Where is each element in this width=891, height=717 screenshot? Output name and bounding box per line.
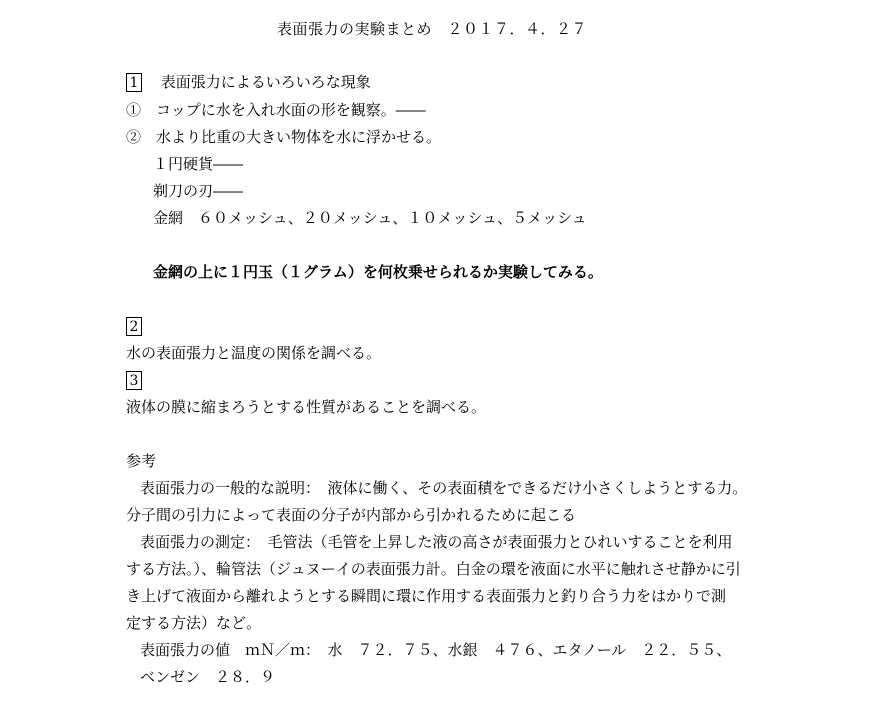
reference-line-5: き上げて液面から離れようとする瞬間に環に作用する表面張力と釣り合う力をはかりで測 (126, 587, 727, 605)
reference-heading: 参考 (126, 452, 157, 470)
section-1-heading-row (126, 72, 371, 92)
reference-line-6: 定する方法）など。 (126, 614, 262, 632)
reference-line-4: する方法。）、輪管法（ジュヌーイの表面張力計。白金の環を液面に水平に触れさせ静かに引 (126, 560, 741, 578)
reference-line-2: 分子間の引力によって表面の分子が内部から引かれるために起こる (126, 506, 577, 524)
reference-line-3: 表面張力の測定： 毛管法（毛管を上昇した液の高さが表面張力とひれいすることを利用 (140, 533, 733, 551)
document-title: 表面張力の実験まとめ ２０１７．４．２７ (277, 20, 588, 38)
reference-line-1: 表面張力の一般的な説明： 液体に働く、その表面積をできるだけ小さくしようとする力。 (140, 479, 748, 497)
reference-line-7: 表面張力の値 ｍＮ／ｍ： 水 ７２．７５、水銀 ４７６、エタノール ２２．５５、 (140, 641, 732, 659)
section-1-heading: 表面張力によるいろいろな現象 (160, 73, 371, 91)
section-1-bold-note: 金網の上に１円玉（１グラム）を何枚乗せられるか実験してみる。 (153, 263, 603, 281)
section-2-number-row (126, 316, 142, 336)
section-1-number-box: 1 (126, 73, 142, 92)
section-2-text: 水の表面張力と温度の関係を調べる。 (126, 344, 382, 362)
section-1-subitem-coin: １円硬貨―― (153, 155, 244, 173)
section-1-item-2: ② 水より比重の大きい物体を水に浮かせる。 (126, 128, 442, 146)
reference-line-8: ベンゼン ２８．９ (140, 668, 276, 686)
section-3-number-box: 3 (126, 371, 142, 390)
section-1-item-1: ① コップに水を入れ水面の形を観察。―― (126, 101, 426, 119)
section-1-subitem-mesh: 金網 ６０メッシュ、２０メッシュ、１０メッシュ、５メッシュ (153, 209, 587, 227)
section-2-number-box: 2 (126, 317, 142, 336)
section-3-number-row (126, 370, 142, 390)
section-1-subitem-razor: 剃刀の刃―― (153, 182, 244, 200)
section-3-text: 液体の膜に縮まろうとする性質があることを調べる。 (126, 398, 487, 416)
